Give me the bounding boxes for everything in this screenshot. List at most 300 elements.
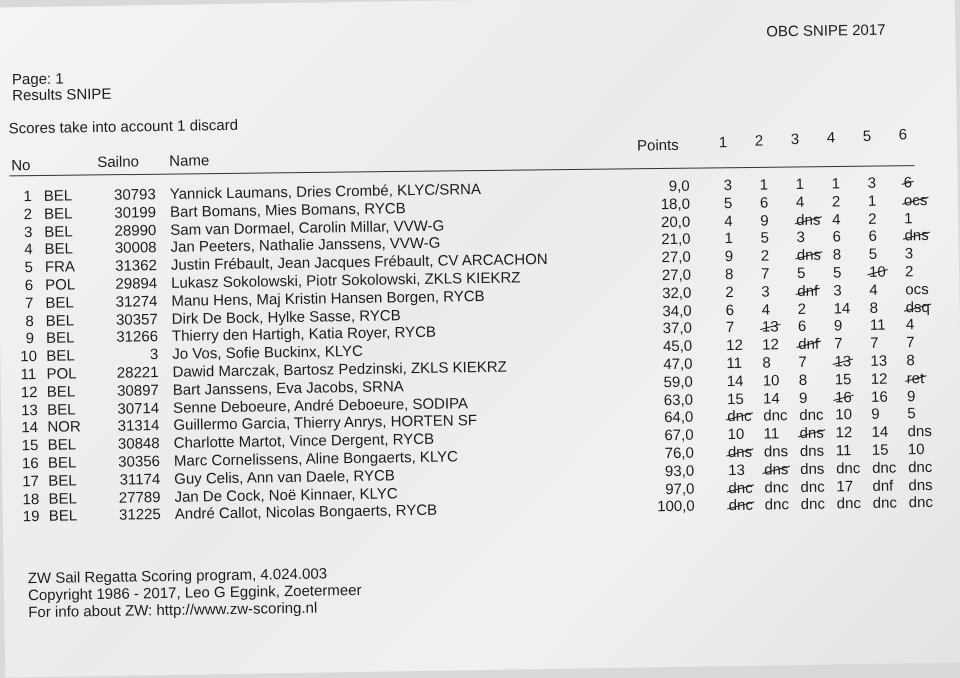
score-value: 9 xyxy=(760,212,769,230)
race-6-score xyxy=(889,387,925,405)
discarded-score: dns xyxy=(727,443,753,462)
rank: 19 xyxy=(22,508,40,526)
score-value: 5 xyxy=(907,405,916,423)
nationality: BEL xyxy=(47,454,77,472)
race-3-score xyxy=(779,282,819,300)
crew-name: Guy Celis, Ann van Daele, RYCB xyxy=(174,467,396,488)
race-1-score xyxy=(708,319,744,337)
score-value: 15 xyxy=(726,390,744,408)
score-value: 10 xyxy=(907,441,925,459)
crew-name: Dawid Marczak, Bartosz Pedzinski, ZKLS KIEKRZ xyxy=(172,358,507,381)
race-2-score xyxy=(742,212,778,230)
sail-number: 30848 xyxy=(117,435,160,453)
score-value: 10 xyxy=(727,426,745,444)
sail-number: 28221 xyxy=(116,364,159,382)
score-value: 2 xyxy=(904,263,914,281)
nationality: BEL xyxy=(48,489,78,508)
race-4-score xyxy=(814,175,850,193)
race-5-score xyxy=(850,174,886,192)
discard-note: Scores take into account 1 discard xyxy=(8,116,239,138)
score-value: ocs xyxy=(905,280,929,299)
race-6-score xyxy=(890,476,933,494)
score-value: dnc xyxy=(800,478,825,496)
score-value: 6 xyxy=(725,301,735,319)
points: 37,0 xyxy=(662,320,693,338)
score-value: 3 xyxy=(867,174,877,192)
race-5-score xyxy=(851,263,887,281)
col-race-3: 3 xyxy=(790,130,800,149)
score-value: 14 xyxy=(726,372,744,390)
crew-name: Jan De Cock, Noë Kinnaer, KLYC xyxy=(174,484,398,506)
nationality: POL xyxy=(46,365,77,383)
score-value: 2 xyxy=(831,193,841,211)
race-4-score xyxy=(816,317,852,335)
points: 100,0 xyxy=(657,498,695,516)
race-6-score xyxy=(890,441,926,459)
footer-copyright: Copyright 1986 - 2017, Leo G Eggink, Zoetermeer xyxy=(27,581,362,605)
score-value: dnc xyxy=(763,407,788,425)
race-5-score xyxy=(852,317,888,335)
score-value: 12 xyxy=(835,424,853,442)
score-value: 1 xyxy=(759,176,769,194)
discarded-score: dnf xyxy=(798,335,820,354)
score-value: 13 xyxy=(728,461,745,479)
crew-name: Manu Hens, Maj Kristin Hansen Borgen, RYCB xyxy=(171,287,485,310)
score-value: 8 xyxy=(762,354,771,372)
rank: 8 xyxy=(25,312,34,330)
race-5-score xyxy=(854,441,890,459)
discarded-score: dns xyxy=(799,424,824,443)
race-6-score xyxy=(886,174,922,192)
discarded-score: dns xyxy=(796,211,821,229)
race-3-score xyxy=(780,335,820,354)
race-6-score xyxy=(889,423,932,441)
crew-name: Lukasz Sokolowski, Piotr Sokolowski, ZKLS KIEKRZ xyxy=(171,269,521,292)
rank: 7 xyxy=(24,294,34,312)
score-value: dnc xyxy=(800,495,826,514)
race-5-score xyxy=(852,334,888,353)
col-race-1: 1 xyxy=(718,134,728,152)
race-5-score xyxy=(850,192,886,210)
sail-number: 29894 xyxy=(115,275,158,293)
race-5-score xyxy=(853,370,889,388)
score-value: dnc xyxy=(764,478,789,497)
sail-number: 30714 xyxy=(117,399,160,418)
score-value: dnc xyxy=(836,459,861,478)
race-2-score xyxy=(745,389,781,408)
race-3-score xyxy=(778,175,814,194)
points: 59,0 xyxy=(663,373,693,391)
nationality: BEL xyxy=(44,240,74,259)
race-3-score xyxy=(780,353,816,371)
points: 34,0 xyxy=(662,302,692,320)
race-3-score xyxy=(781,424,824,443)
crew-name: Jo Vos, Sofie Buckinx, KLYC xyxy=(172,343,364,364)
race-3-score xyxy=(779,264,815,283)
score-value: 9 xyxy=(871,406,880,424)
race-4-score xyxy=(814,228,850,246)
race-5-score xyxy=(854,477,894,495)
score-value: 8 xyxy=(832,246,842,264)
race-4-score xyxy=(814,193,850,211)
points: 20,0 xyxy=(660,213,691,231)
score-value: 7 xyxy=(798,353,807,371)
score-value: 5 xyxy=(868,245,878,264)
rank: 17 xyxy=(22,472,40,491)
race-5-score xyxy=(850,210,886,228)
race-1-score xyxy=(708,301,744,319)
score-value: 1 xyxy=(724,230,733,248)
nationality: BEL xyxy=(46,383,76,401)
score-value: 10 xyxy=(762,372,780,390)
rank: 3 xyxy=(23,223,33,241)
discarded-score: dns xyxy=(904,227,929,245)
points: 64,0 xyxy=(663,409,694,427)
race-2-score xyxy=(745,372,781,390)
nationality: POL xyxy=(45,276,76,294)
score-value: 6 xyxy=(868,228,877,246)
score-value: 8 xyxy=(798,371,808,389)
score-value: 5 xyxy=(723,194,733,212)
score-value: 11 xyxy=(763,425,780,443)
score-value: 14 xyxy=(762,389,780,408)
race-4-score xyxy=(815,299,851,318)
race-3-score xyxy=(778,211,821,229)
nationality: NOR xyxy=(47,418,81,437)
discarded-score: 13 xyxy=(761,318,779,336)
score-value: 4 xyxy=(761,301,771,319)
race-1-score xyxy=(710,479,753,497)
race-1-score xyxy=(706,177,742,195)
score-value: dns xyxy=(908,476,933,494)
results-label: Results SNIPE xyxy=(12,85,112,105)
crew-name: Bart Janssens, Eva Jacobs, SRNA xyxy=(172,378,404,399)
discarded-score: dnc xyxy=(728,479,753,497)
score-value: dnc xyxy=(799,407,824,425)
rank: 10 xyxy=(20,348,38,366)
race-6-score xyxy=(887,298,930,316)
points: 32,0 xyxy=(662,284,692,302)
nationality: BEL xyxy=(46,347,75,366)
score-value: 17 xyxy=(836,477,854,496)
race-2-score xyxy=(743,247,779,265)
nationality: BEL xyxy=(44,222,73,241)
race-4-score xyxy=(815,264,851,282)
points: 47,0 xyxy=(663,355,693,374)
race-5-score xyxy=(850,228,886,246)
discarded-score: dsq xyxy=(905,298,930,316)
points: 45,0 xyxy=(662,337,693,356)
score-value: 4 xyxy=(905,316,915,334)
score-value: 5 xyxy=(832,264,842,282)
rank: 6 xyxy=(24,277,34,295)
points: 18,0 xyxy=(660,195,691,213)
nationality: BEL xyxy=(48,507,78,526)
race-6-score xyxy=(888,316,924,334)
rank: 14 xyxy=(21,419,39,437)
race-2-score xyxy=(744,301,780,319)
race-3-score xyxy=(781,389,817,407)
nationality: BEL xyxy=(43,187,73,205)
points: 9,0 xyxy=(668,177,690,196)
score-value: dnc xyxy=(764,496,790,514)
score-value: 3 xyxy=(796,229,805,247)
race-1-score xyxy=(708,354,744,373)
score-value: 12 xyxy=(726,337,744,355)
race-2-score xyxy=(744,354,780,372)
score-value: 13 xyxy=(870,352,888,370)
race-1-score xyxy=(711,497,754,515)
sail-number: 31314 xyxy=(117,417,160,436)
points: 21,0 xyxy=(661,231,691,249)
nationality: BEL xyxy=(46,400,76,419)
race-1-score xyxy=(706,194,742,212)
col-no: No xyxy=(11,157,31,175)
race-1-score xyxy=(709,372,745,390)
score-value: dnc xyxy=(872,494,898,513)
race-1-score xyxy=(707,248,743,266)
score-value: 14 xyxy=(833,299,851,318)
rank: 18 xyxy=(22,490,40,508)
crew-name: Charlotte Martot, Vince Dergent, RYCB xyxy=(173,430,435,453)
race-4-score xyxy=(817,370,853,389)
sail-number: 30199 xyxy=(114,203,157,222)
rank: 13 xyxy=(20,401,38,419)
discarded-score: dnc xyxy=(727,408,752,426)
score-value: 3 xyxy=(904,245,914,263)
race-1-score xyxy=(707,266,743,284)
score-value: 4 xyxy=(795,193,805,211)
race-4-score xyxy=(815,282,851,300)
discarded-score: dnc xyxy=(728,497,754,515)
race-4-score xyxy=(816,335,852,353)
score-value: 8 xyxy=(724,266,734,284)
col-sailno: Sailno xyxy=(97,153,140,171)
nationality: BEL xyxy=(47,436,77,454)
score-value: 7 xyxy=(834,335,843,353)
sail-number: 30897 xyxy=(116,381,159,400)
discarded-score: dnf xyxy=(797,282,819,300)
footer-info: For info about ZW: http://www.zw-scoring.nl xyxy=(28,599,318,622)
score-value: 3 xyxy=(761,283,770,301)
race-2-score xyxy=(744,336,780,354)
race-2-score xyxy=(742,229,778,247)
score-value: 4 xyxy=(869,281,878,299)
score-value: 1 xyxy=(867,192,877,210)
points: 63,0 xyxy=(663,391,694,409)
score-value: dnf xyxy=(872,477,894,495)
race-6-score xyxy=(886,209,922,227)
sail-number: 31266 xyxy=(116,328,159,347)
race-1-score xyxy=(710,443,753,462)
race-4-score xyxy=(816,353,852,371)
race-2-score xyxy=(742,194,778,212)
rank: 9 xyxy=(25,330,35,348)
sail-number: 30793 xyxy=(113,186,156,204)
score-value: dns xyxy=(907,423,932,441)
race-2-score xyxy=(746,460,789,479)
score-value: 12 xyxy=(762,336,780,354)
race-5-score xyxy=(853,423,889,442)
col-name: Name xyxy=(169,152,210,170)
race-3-score xyxy=(780,300,816,318)
race-1-score xyxy=(709,426,745,444)
race-1-score xyxy=(709,408,752,426)
race-2-score xyxy=(742,176,778,194)
sail-number: 28990 xyxy=(114,221,157,240)
crew-name: Sam van Dormael, Carolin Millar, VVW-G xyxy=(170,217,445,239)
points: 76,0 xyxy=(664,444,695,463)
score-value: 12 xyxy=(870,370,888,388)
crew-name: Justin Frébault, Jean Jacques Frébault, CV ARCACHON xyxy=(170,251,548,275)
crew-name: Bart Bomans, Mies Bomans, RYCB xyxy=(169,199,406,221)
score-value: 16 xyxy=(870,388,888,406)
score-value: 9 xyxy=(906,387,916,405)
score-value: dns xyxy=(799,442,825,460)
race-3-score xyxy=(778,193,814,211)
race-6-score xyxy=(886,227,929,245)
sail-number: 31225 xyxy=(118,506,161,525)
crew-name: Marc Cornelissens, Aline Bongaerts, KLYC xyxy=(173,448,459,470)
discarded-score: ret xyxy=(906,369,925,388)
race-6-score xyxy=(887,245,923,263)
score-value: 7 xyxy=(725,319,735,337)
crew-name: Guillermo Garcia, Thierry Anrys, HORTEN SF xyxy=(173,412,478,435)
race-6-score xyxy=(889,405,925,423)
race-5-score xyxy=(853,388,889,406)
score-value: 1 xyxy=(904,209,913,227)
rank: 1 xyxy=(23,188,32,206)
score-value: dnc xyxy=(836,495,862,513)
rank: 15 xyxy=(21,437,39,455)
race-2-score xyxy=(745,425,781,443)
rank: 5 xyxy=(24,259,34,277)
nationality: BEL xyxy=(45,329,75,348)
crew-name: Senne Deboeure, André Deboeure, SODIPA xyxy=(172,394,469,417)
score-value: 9 xyxy=(798,389,808,407)
score-value: 4 xyxy=(724,212,733,230)
race-5-score xyxy=(851,299,887,317)
race-6-score xyxy=(888,352,924,370)
score-value: 5 xyxy=(760,229,769,247)
race-2-score xyxy=(743,283,779,301)
score-value: 1 xyxy=(831,175,841,193)
score-value: 11 xyxy=(835,442,852,460)
rank: 12 xyxy=(20,383,38,402)
discarded-score: 16 xyxy=(834,388,852,407)
col-points: Points xyxy=(636,136,679,155)
score-value: 6 xyxy=(797,318,807,336)
race-1-score xyxy=(706,212,742,230)
score-value: dnc xyxy=(908,494,934,512)
footer-program: ZW Sail Regatta Scoring program, 4.024.003 xyxy=(27,565,328,588)
crew-name: Yannick Laumans, Dries Crombé, KLYC/SRNA xyxy=(169,180,482,203)
race-5-score xyxy=(853,406,889,424)
nationality: BEL xyxy=(43,205,73,223)
nationality: BEL xyxy=(48,472,77,490)
points: 27,0 xyxy=(661,266,692,285)
header-rule xyxy=(9,165,914,176)
discarded-score: 10 xyxy=(868,263,886,281)
score-value: 11 xyxy=(869,317,886,335)
points: 67,0 xyxy=(664,426,694,445)
sail-number: 30357 xyxy=(115,310,158,329)
score-value: dnc xyxy=(872,459,897,477)
crew-name: Dirk De Bock, Hylke Sasse, RYCB xyxy=(171,306,401,328)
score-value: 2 xyxy=(725,283,734,301)
nationality: BEL xyxy=(45,294,74,312)
rank: 2 xyxy=(23,205,33,223)
discarded-score: dns xyxy=(796,246,822,265)
race-3-score xyxy=(780,318,816,336)
rank: 4 xyxy=(24,241,33,259)
score-value: 7 xyxy=(760,265,770,283)
crew-name: Thierry den Hartigh, Katia Royer, RYCB xyxy=(171,324,437,346)
race-1-score xyxy=(706,230,742,248)
sail-number: 3 xyxy=(149,346,159,364)
score-value: 6 xyxy=(759,194,769,212)
col-race-5: 5 xyxy=(862,127,872,145)
race-6-score xyxy=(886,191,928,210)
score-value: 14 xyxy=(871,423,889,442)
race-3-score xyxy=(781,371,817,389)
score-value: 9 xyxy=(833,317,843,335)
score-value: 3 xyxy=(723,177,733,195)
discarded-score: 6 xyxy=(903,174,913,192)
rank: 16 xyxy=(21,454,39,473)
race-1-score xyxy=(709,390,745,408)
sail-number: 30008 xyxy=(114,239,157,258)
score-value: dns xyxy=(800,460,825,478)
event-title: OBC SNIPE 2017 xyxy=(766,21,886,41)
race-6-score xyxy=(888,334,924,352)
points: 97,0 xyxy=(665,480,695,498)
score-value: 3 xyxy=(833,282,842,300)
score-value: 8 xyxy=(906,352,915,370)
discarded-score: ocs xyxy=(903,191,928,210)
sail-number: 27789 xyxy=(118,488,161,507)
race-1-score xyxy=(708,337,744,355)
race-5-score xyxy=(851,281,887,299)
score-value: 11 xyxy=(726,354,743,373)
score-value: 6 xyxy=(832,228,841,246)
score-value: dnc xyxy=(908,458,933,477)
sail-number: 31362 xyxy=(115,257,158,275)
score-value: 4 xyxy=(832,210,841,229)
race-1-score xyxy=(710,461,746,479)
col-race-2: 2 xyxy=(754,132,764,150)
points: 93,0 xyxy=(664,462,695,480)
page-label: Page: 1 xyxy=(11,70,64,89)
race-3-score xyxy=(779,246,822,265)
sail-number: 30356 xyxy=(118,453,161,471)
race-1-score xyxy=(707,283,743,301)
score-value: 1 xyxy=(795,175,805,194)
score-value: 7 xyxy=(906,334,915,352)
discarded-score: 13 xyxy=(834,353,852,371)
score-value: 9 xyxy=(724,248,734,266)
score-value: 15 xyxy=(834,370,852,389)
race-3-score xyxy=(778,229,814,247)
race-2-score xyxy=(743,265,779,283)
nationality: BEL xyxy=(45,311,75,330)
score-value: 5 xyxy=(796,264,806,283)
col-race-4: 4 xyxy=(826,129,836,147)
score-value: 2 xyxy=(760,247,770,265)
discarded-score: dns xyxy=(764,460,789,479)
race-6-score xyxy=(887,263,923,281)
crew-name: Jan Peeters, Nathalie Janssens, VVW-G xyxy=(170,235,441,257)
